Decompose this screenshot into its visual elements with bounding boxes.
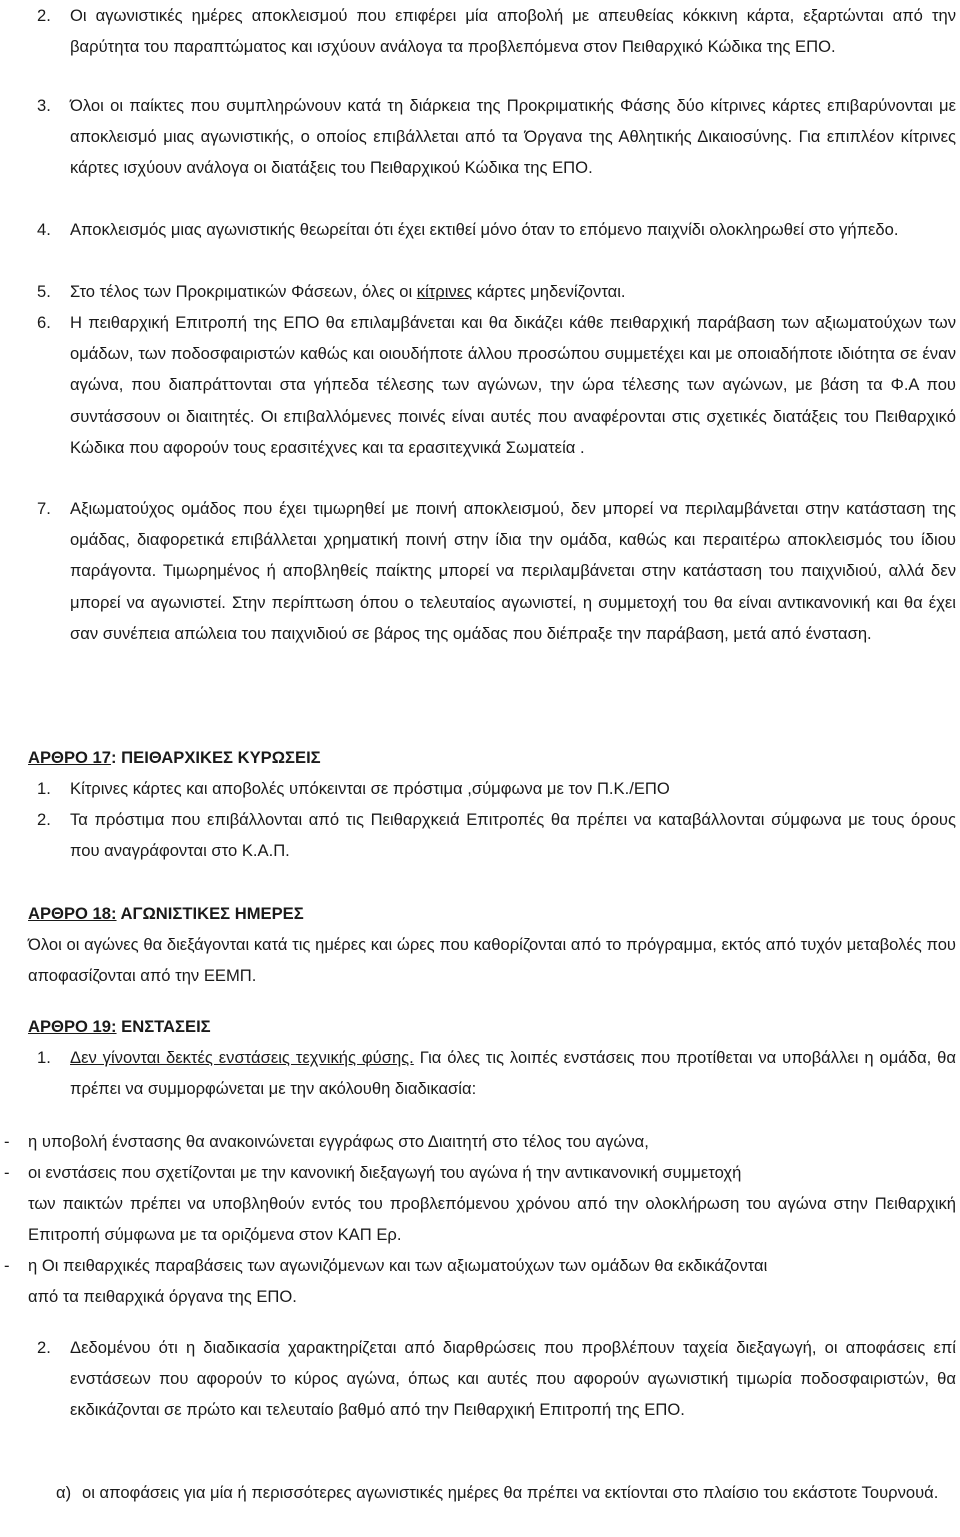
article-title: : ΠΕΙΘΑΡΧΙΚΕΣ ΚΥΡΩΣΕΙΣ — [111, 748, 321, 767]
item-text-underlined: Δεν γίνονται δεκτές ενστάσεις τεχνικής φύσης. — [70, 1048, 414, 1067]
article-number: ΑΡΘΡΟ 18: — [28, 904, 117, 923]
article-number: ΑΡΘΡΟ 19: — [28, 1017, 117, 1036]
dash-mark: - — [4, 1132, 10, 1151]
dash-text: η υποβολή ένστασης θα ανακοινώνεται εγγράφως στο Διαιτητή στο τέλος του αγώνα, — [28, 1132, 649, 1151]
item-text: Τα πρόστιμα που επιβάλλονται από τις Πειθαρχκειά Επιτροπές θα πρέπει να καταβάλλονται σύμφωνα με τους όρους που αναγράφονται στο Κ.Α.Π. — [70, 810, 956, 861]
rule-number: 6. — [37, 313, 51, 332]
sub-item-label: α) — [56, 1483, 72, 1502]
rule-item — [37, 276, 956, 307]
rule-item — [37, 214, 956, 245]
dash-item — [4, 1126, 956, 1157]
rule-item — [37, 90, 956, 184]
dash-text-continuation: των παικτών πρέπει να υποβληθούν εντός του προβλεπόμενου χρόνου από την ολοκλήρωση του αγώνα στην Πειθαρχική Επιτροπή σύμφωνα με τα οριζόμενα στον ΚΑΠ Ερ. — [28, 1194, 956, 1245]
item-number: 1. — [37, 1048, 51, 1067]
item-number: 2. — [37, 1338, 51, 1357]
article-17-heading — [28, 742, 321, 773]
article-18-text: Όλοι οι αγώνες θα διεξάγονται κατά τις ημέρες και ώρες που καθορίζονται από το πρόγραμμα, εκτός από τυχόν μεταβολές που αποφασίζονται από την ΕΕΜΠ. — [28, 935, 956, 986]
article-19-item — [37, 1042, 957, 1104]
article-18-heading — [28, 898, 304, 929]
rule-text-b: κάρτες μηδενίζονται. — [472, 282, 626, 301]
rule-number: 7. — [37, 499, 51, 518]
rule-number: 4. — [37, 220, 51, 239]
rule-number: 3. — [37, 96, 51, 115]
rule-text: Αξιωματούχος ομάδος που έχει τιμωρηθεί με ποινή αποκλεισμού, δεν μπορεί να περιλαμβάνεται στην κατάσταση της ομάδας, διαφορετικά επιβάλλεται χρηματική ποινή στην ίδια την ομάδα, καθώς και περαιτέρω αποκλεισμός του ίδιου παράγοντα. Τιμωρημένος ή αποβληθείς παίκτης μπορεί να περιλαμβάνεται στην κατάσταση του παιχνιδιού, αλλά δεν μπορεί να αγωνιστεί. Στην περίπτωση όπου ο τελευταίος αγωνιστεί, η συμμετοχή του θα είναι αντικανονική και θα έχει σαν συνέπεια απώλεια του παιχνιδιού σε βάρος της ομάδας που διέπραξε την παράβαση, μετά από ένσταση. — [70, 499, 956, 643]
article-title: ΕΝΣΤΑΣΕΙΣ — [116, 1017, 211, 1036]
dash-item — [4, 1157, 956, 1188]
item-text: Για όλες τις λοιπές ενστάσεις που προτίθεται να υποβάλλει η ομάδα, θα πρέπει να συμμορφώνεται με την ακόλουθη διαδικασία: — [70, 1048, 957, 1099]
dash-text-line1: οι ενστάσεις που σχετίζονται με την κανονική διεξαγωγή του αγώνα ή την αντικανονική συμμετοχή — [28, 1163, 742, 1182]
rule-number: 2. — [37, 6, 51, 25]
rule-text-underlined: κίτρινες — [416, 282, 473, 301]
sub-item-text: οι αποφάσεις για μία ή περισσότερες αγωνιστικές ημέρες θα πρέπει να εκτίονται στο πλαίσιο του εκάστοτε Τουρνουά. — [82, 1483, 939, 1502]
dash-item — [4, 1250, 956, 1281]
rule-item — [37, 307, 956, 463]
dash-mark: - — [4, 1163, 10, 1182]
dash-text-line1: η Οι πειθαρχικές παραβάσεις των αγωνιζόμενων και των αξιωματούχων των ομάδων θα εκδικάζονται — [28, 1256, 768, 1275]
article-19-item — [37, 1332, 956, 1426]
rule-number: 5. — [37, 282, 51, 301]
item-text: Δεδομένου ότι η διαδικασία χαρακτηρίζεται από διαρθρώσεις που προβλέπουν ταχεία διεξαγωγή, οι αποφάσεις επί ενστάσεων που αφορούν το κύρος αγώνα, όπως και αυτές που αφορούν αγωνιστική τιμωρία ποδοσφαιριστών, θα εκδικάζονται σε πρώτο και τελευταίο βαθμό από την Πειθαρχική Επιτροπή της ΕΠΟ. — [70, 1338, 956, 1420]
rule-text: Η πειθαρχική Επιτροπή της ΕΠΟ θα επιλαμβάνεται και θα δικάζει κάθε πειθαρχική παράβαση των αξιωματούχων των ομάδων, των ποδοσφαιριστών καθώς και οιουδήποτε άλλου προσώπου συμμετέχει και με οποιαδήποτε ιδιότητα σε έναν αγώνα, που διαπράττονται στα γήπεδα τέλεσης των αγώνων, την ώρα τέλεσης των αγώνων, με βάση τα Φ.Α που συντάσσουν οι διαιτητές. Οι επιβαλλόμενες ποινές είναι αυτές που αναφέρονται στις σχετικές διατάξεις του Πειθαρχικό Κώδικα που αφορούν τους ερασιτέχνες και τα ερασιτεχνικά Σωματεία . — [70, 313, 956, 457]
rule-item — [37, 493, 956, 649]
article-17-item — [37, 804, 956, 866]
article-title: ΑΓΩΝΙΣΤΙΚΕΣ ΗΜΕΡΕΣ — [116, 904, 304, 923]
rule-text-a: Στο τέλος των Προκριματικών Φάσεων, όλες οι — [70, 282, 417, 301]
item-text: Κίτρινες κάρτες και αποβολές υπόκεινται σε πρόστιμα ,σύμφωνα με τον Π.Κ./ΕΠΟ — [70, 779, 670, 798]
item-number: 2. — [37, 810, 51, 829]
sub-item — [56, 1477, 956, 1508]
dash-text-continuation: από τα πειθαρχικά όργανα της ΕΠΟ. — [28, 1287, 297, 1306]
rule-item — [37, 0, 956, 62]
dash-mark: - — [4, 1256, 10, 1275]
article-17-item — [37, 773, 956, 804]
article-number: ΑΡΘΡΟ 17 — [28, 748, 112, 767]
article-19-heading — [28, 1011, 211, 1042]
rule-text: Όλοι οι παίκτες που συμπληρώνουν κατά τη διάρκεια της Προκριματικής Φάσης δύο κίτρινες κάρτες επιβαρύνονται με αποκλεισμό μιας αγωνιστικής, ο οποίος επιβάλλεται από τα Όργανα της Αθλητικής Δικαιοσύνης. Για επιπλέον κίτρινες κάρτες ισχύουν ανάλογα οι διατάξεις του Πειθαρχικού Κώδικα της ΕΠΟ. — [70, 96, 956, 178]
rule-text: Αποκλεισμός μιας αγωνιστικής θεωρείται ότι έχει εκτιθεί μόνο όταν το επόμενο παιχνίδι ολοκληρωθεί στο γήπεδο. — [70, 220, 899, 239]
rule-text: Οι αγωνιστικές ημέρες αποκλεισμού που επιφέρει μία αποβολή με απευθείας κόκκινη κάρτα, εξαρτώνται από την βαρύτητα του παραπτώματος και ισχύουν ανάλογα τα προβλεπόμενα στον Πειθαρχικό Κώδικα της ΕΠΟ. — [70, 6, 956, 57]
item-number: 1. — [37, 779, 51, 798]
